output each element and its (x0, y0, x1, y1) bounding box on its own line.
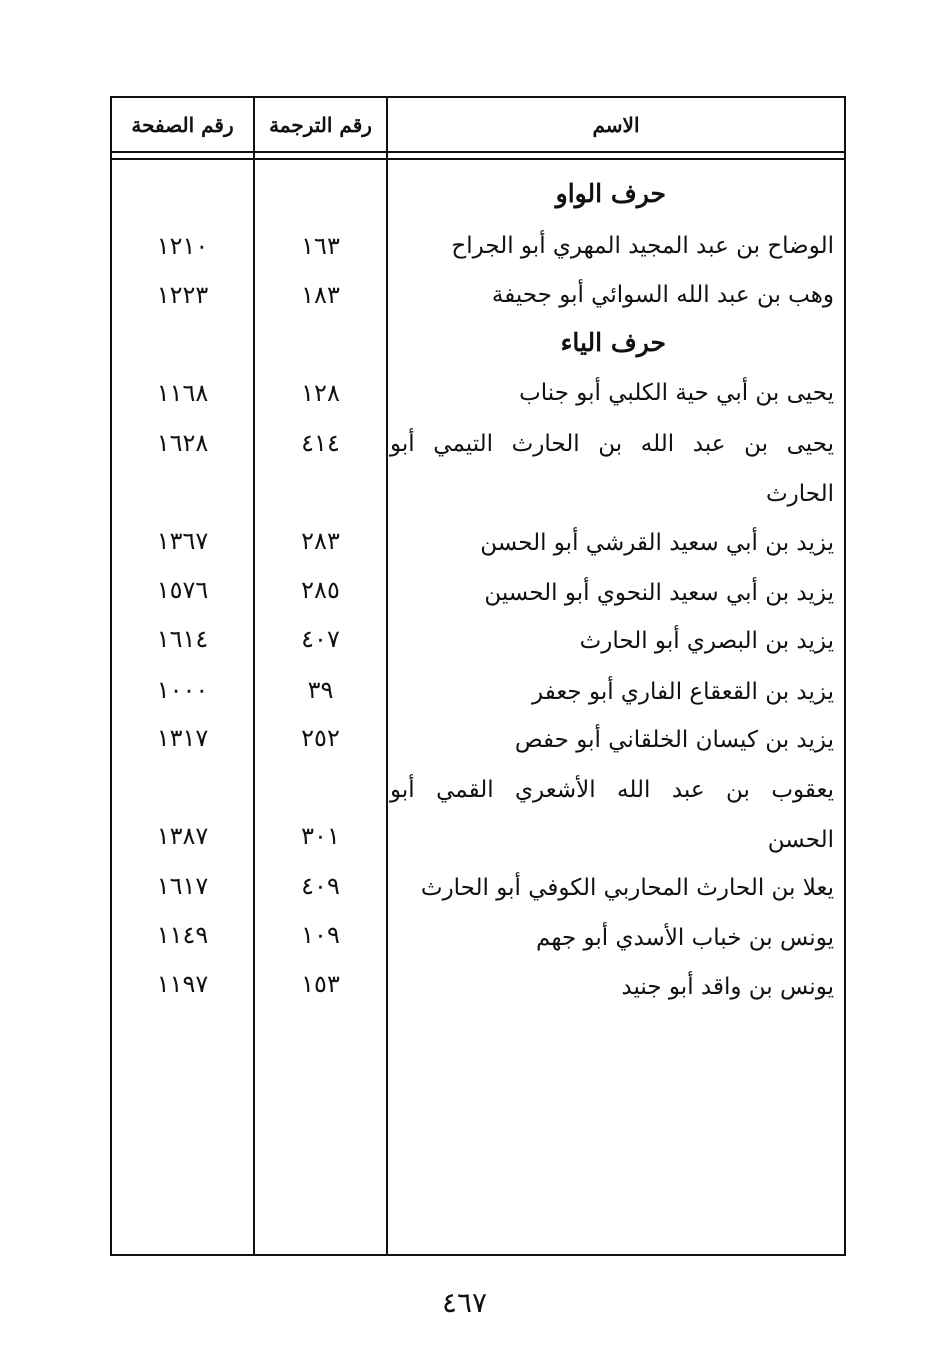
header-rule-double (112, 158, 844, 160)
entry-page-number: ١١٩٧ (156, 970, 209, 998)
entry-name: يزيد بن القعقاع الفاري أبو جعفر (532, 679, 834, 705)
page-number: ٤٦٧ (441, 1286, 488, 1319)
entry-name-line: يحيى بن عبد الله بن الحارث التيمي أبو (390, 431, 834, 457)
column-divider (386, 98, 388, 1254)
entry-name-continuation: الحسن (767, 827, 834, 853)
entry-bio-number: ٤٠٩ (301, 872, 340, 900)
entry-name: وهب بن عبد الله السوائي أبو جحيفة (491, 282, 834, 308)
header-biography-number: رقم الترجمة (269, 112, 372, 137)
entry-bio-number: ٢٨٣ (301, 527, 340, 555)
entry-bio-number: ٣٩ (307, 676, 334, 704)
entry-bio-number: ٤٠٧ (301, 625, 340, 653)
entry-name-line: يعقوب بن عبد الله الأشعري القمي أبو (390, 777, 834, 803)
entry-page-number: ١٠٠٠ (156, 676, 209, 704)
entry-bio-number: ١٨٣ (301, 281, 340, 309)
header-page-number: رقم الصفحة (131, 112, 234, 137)
entry-page-number: ١٢١٠ (156, 232, 209, 260)
entry-name: يزيد بن البصري أبو الحارث (579, 628, 834, 654)
entry-name: يزيد بن أبي سعيد القرشي أبو الحسن (480, 530, 834, 556)
entry-page-number: ١٣٦٧ (156, 527, 209, 555)
section-heading-ya: حرف الياء (560, 328, 666, 357)
entry-page-number: ١٥٧٦ (156, 576, 209, 604)
entry-name: يعلا بن الحارث المحاربي الكوفي أبو الحارث (420, 875, 834, 901)
entry-page-number: ١١٤٩ (156, 921, 209, 949)
entry-bio-number: ٤١٤ (301, 429, 340, 457)
entry-name: يونس بن خباب الأسدي أبو جهم (536, 925, 834, 951)
header-rule (112, 151, 844, 153)
entry-page-number: ١٣١٧ (156, 724, 209, 752)
table-header (112, 98, 844, 153)
entry-bio-number: ١٢٨ (301, 379, 340, 407)
entry-page-number: ١٦١٧ (156, 872, 209, 900)
entry-bio-number: ١٥٣ (301, 970, 340, 998)
entry-page-number: ١٦٢٨ (156, 429, 209, 457)
entry-page-number: ١٣٨٧ (156, 822, 209, 850)
entry-bio-number: ٢٨٥ (301, 576, 340, 604)
entry-page-number: ١٢٢٣ (156, 281, 209, 309)
entry-name: يزيد بن أبي سعيد النحوي أبو الحسين (484, 580, 834, 606)
entry-bio-number: ١٠٩ (301, 921, 340, 949)
entry-page-number: ١١٦٨ (156, 379, 209, 407)
entry-bio-number: ٢٥٢ (301, 724, 340, 752)
entry-page-number: ١٦١٤ (156, 625, 209, 653)
entry-name: يونس بن واقد أبو جنيد (621, 974, 834, 1000)
entry-name: يزيد بن كيسان الخلقاني أبو حفص (514, 727, 834, 753)
index-table (110, 96, 846, 1256)
entry-name: يحيى بن أبي حية الكلبي أبو جناب (519, 380, 834, 406)
entry-bio-number: ٣٠١ (301, 822, 340, 850)
section-heading-waw: حرف الواو (555, 179, 666, 208)
entry-name: الوضاح بن عبد المجيد المهري أبو الجراح (451, 233, 834, 259)
entry-bio-number: ١٦٣ (301, 232, 340, 260)
header-name: الاسم (592, 112, 640, 137)
entry-name-continuation: الحارث (765, 481, 834, 507)
